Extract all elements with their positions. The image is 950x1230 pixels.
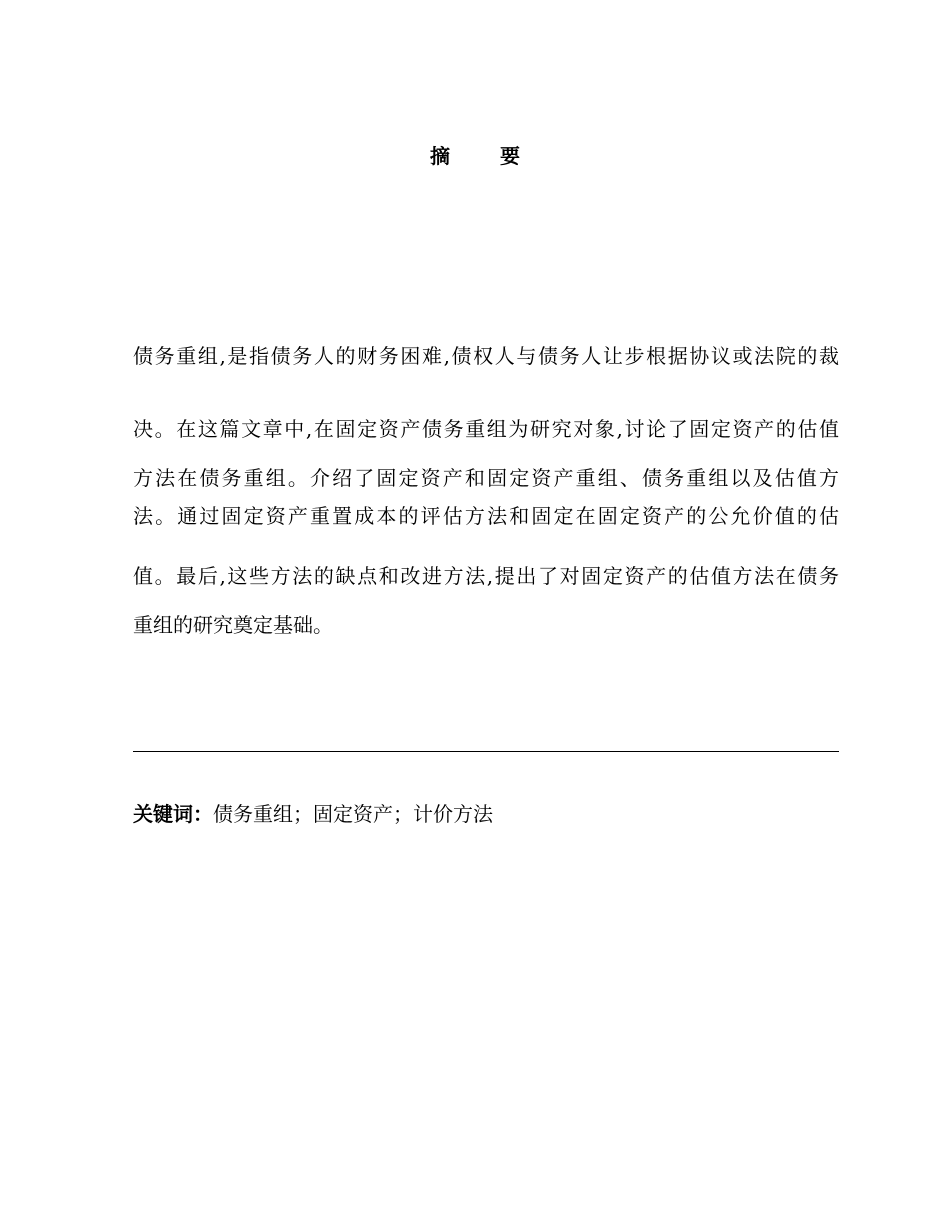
keywords-value: 债务重组；固定资产；计价方法 <box>213 802 493 826</box>
abstract-title-char-2: 要 <box>500 144 520 168</box>
abstract-line-3: 方法在债务重组。介绍了固定资产和固定资产重组、债务重组以及估值方 <box>133 466 839 490</box>
keywords-label: 关键词： <box>133 802 213 826</box>
abstract-line-1: 债务重组,是指债务人的财务困难,债权人与债务人让步根据协议或法院的裁 <box>133 344 839 368</box>
abstract-line-5: 值。最后,这些方法的缺点和改进方法,提出了对固定资产的估值方法在债务 <box>133 564 839 588</box>
abstract-line-4: 法。通过固定资产重置成本的评估方法和固定在固定资产的公允价值的估 <box>133 504 839 528</box>
abstract-line-2: 决。在这篇文章中,在固定资产债务重组为研究对象,讨论了固定资产的估值 <box>133 417 839 441</box>
abstract-title <box>0 140 950 169</box>
keywords-row <box>133 801 493 827</box>
abstract-title-char-1: 摘 <box>430 144 450 168</box>
separator-line <box>133 751 839 752</box>
abstract-line-6: 重组的研究奠定基础。 <box>133 613 333 637</box>
